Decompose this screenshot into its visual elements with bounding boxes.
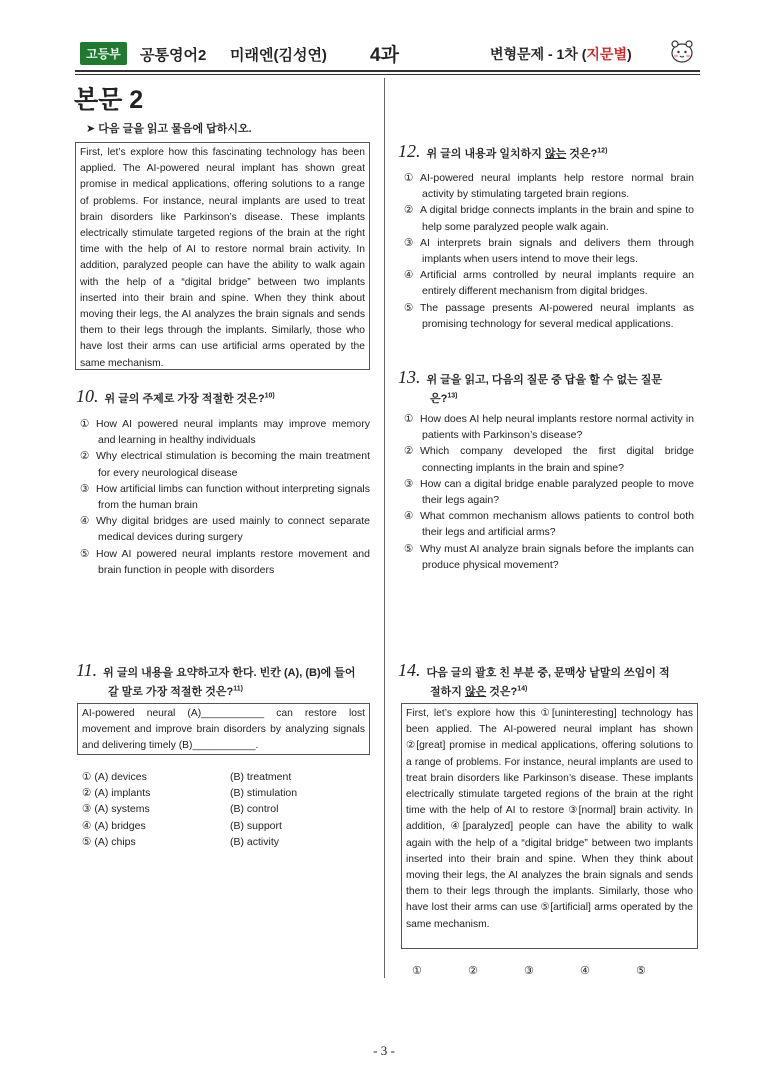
option-3[interactable]: ③ (A) systems (B) control — [82, 803, 279, 816]
subject-label: 공통영어2 — [140, 47, 207, 64]
q12-options — [406, 170, 694, 332]
question-number: 11. — [76, 660, 98, 680]
option-3[interactable]: ③ AI interprets brain signals and delivers them through implants when users intend to move their legs. — [404, 236, 694, 266]
header-rule — [75, 70, 700, 72]
test-type-highlight: 지문별 — [586, 46, 627, 62]
option-2[interactable]: ② A digital bridge connects implants in the brain and spine to help some paralyzed people walk again. — [404, 204, 694, 233]
question-stem: 위 글의 내용과 일치하지 않는 것은?$^{12)}$ — [426, 147, 608, 160]
passage-box — [75, 142, 370, 370]
question-10 — [76, 386, 376, 407]
option-4[interactable]: ④ What common mechanism allows patients to control both their legs and artificial arms? — [404, 510, 694, 539]
question-number: 10. — [76, 386, 99, 406]
publisher-label: 미래엔(김성연) — [230, 47, 327, 64]
option-1[interactable]: ① How does AI help neural implants restore normal activity in patients with Parkinson’s disease? — [404, 413, 694, 442]
mascot-icon — [669, 38, 695, 64]
summary-box — [77, 703, 370, 755]
option-5[interactable]: ⑤ The passage presents AI-powered neural implants as promising technology for several medical applications. — [404, 301, 694, 330]
option-2[interactable]: ② Why electrical stimulation is becoming the main treatment for every neurological disease — [80, 450, 370, 479]
option-2[interactable]: ② (A) implants (B) stimulation — [82, 787, 298, 800]
question-number: 14. — [398, 660, 421, 680]
question-stem-cont: 은?$^{13)}$ — [430, 392, 458, 405]
option-4[interactable]: ④ Why digital bridges are used mainly to connect separate medical devices during surgery — [80, 515, 370, 544]
question-number: 13. — [398, 367, 421, 387]
answer-choice-4[interactable]: ④ — [580, 965, 590, 977]
question-stem-cont: 갈 말로 가장 적절한 것은?$^{11)}$ — [108, 685, 243, 698]
instruction: ➤ 다음 글을 읽고 물음에 답하시오. — [86, 123, 252, 135]
q14-answer-choices — [412, 964, 692, 977]
option-3[interactable]: ③ How can a digital bridge enable paralyzed people to move their legs again? — [404, 477, 694, 507]
level-badge: 고등부 — [80, 42, 127, 65]
question-stem: 다음 글의 괄호 친 부분 중, 문맥상 낱말의 쓰임이 적 — [426, 667, 670, 679]
option-3[interactable]: ③ How artificial limbs can function without interpreting signals from the human brain — [80, 482, 370, 512]
option-2[interactable]: ② Which company developed the first digital bridge connecting implants in the brain and spine? — [404, 445, 694, 474]
q11-options — [82, 769, 382, 850]
question-14 — [398, 660, 698, 699]
question-stem: 위 글의 내용을 요약하고자 한다. 빈칸 (A), (B)에 들어 — [103, 667, 356, 679]
answer-choice-3[interactable]: ③ — [524, 965, 534, 977]
answer-choice-2[interactable]: ② — [468, 965, 478, 977]
header-rule-thin — [75, 74, 700, 75]
option-5[interactable]: ⑤ Why must AI analyze brain signals before the implants can produce physical movement? — [404, 542, 694, 571]
question-number: 12. — [398, 141, 421, 161]
question-13 — [398, 367, 698, 406]
option-5[interactable]: ⑤ How AI powered neural implants restore movement and brain function in people with disorders — [80, 547, 370, 576]
option-5[interactable]: ⑤ (A) chips (B) activity — [82, 835, 280, 848]
option-1[interactable]: ① (A) devices (B) treatment — [82, 771, 292, 783]
question-stem-cont: 절하지 않은 것은?$^{14)}$ — [430, 685, 528, 698]
question-stem: 위 글의 주제로 가장 적절한 것은?$^{10)}$ — [104, 392, 275, 405]
lesson-label: 4과 — [370, 45, 399, 66]
worksheet-header — [80, 38, 700, 70]
option-4[interactable]: ④ Artificial arms controlled by neural implants require an entirely different mechanism from digital bridges. — [404, 269, 694, 298]
answer-choice-5[interactable]: ⑤ — [636, 965, 646, 977]
column-divider — [384, 78, 385, 978]
question-stem: 위 글을 읽고, 다음의 질문 중 답을 할 수 없는 질문 — [426, 374, 663, 386]
question-11 — [76, 660, 376, 699]
page-number: - 3 - — [373, 1043, 395, 1058]
q10-options — [82, 416, 370, 578]
question-12 — [398, 141, 698, 162]
summary-text: AI-powered neural (A)___________ can restore lost movement and improve brain disorders by analyzing signals and delivering timely (B)___________. — [82, 708, 365, 752]
q13-options — [406, 411, 694, 573]
passage-text: First, let’s explore how this fascinating technology has been applied. The AI-powered neural implant has shown great promise in medical applications, offering solutions to a range of problems. For instance, neural implants are used to treat brain disorders like Parkinson’s disease. These implants electrically stimulate targeted regions of the brain at the right time with the help of AI to restore normal brain activity. In addition, paralyzed people can have the ability to walk again with the help of a “digital bridge” between two implants inserted into their brain and spine. When they think about moving their legs, the AI analyzes the brain signals and sends them to their legs through the implants. Similarly, those who have lost their arms can use artificial arms operated by the same mechanism. — [80, 147, 365, 369]
q14-passage-box — [401, 703, 698, 949]
q14-passage-text: First, let’s explore how this ①[uninteresting] technology has been applied. The AI-powered neural implant has shown ②[great] promise in medical applications, offering solutions to a range of problems. For instance, neural implants are used to treat brain disorders like Parkinson’s disease. These implants electrically stimulate targeted regions of the brain at the right time with the help of AI to restore ③[normal] brain activity. In addition, ④[paralyzed] people can have the ability to walk again with the help of a “digital bridge” between two implants inserted into their brain and spine. When they think about moving their legs, the AI analyzes the brain signals and sends them to their legs through the implants. Similarly, those who have lost their arms can use ⑤[artificial] arms operated by the same mechanism. — [406, 708, 693, 930]
section-title: 본문 2 — [74, 86, 144, 114]
option-1[interactable]: ① AI-powered neural implants help restore normal brain activity by stimulating targeted brain regions. — [404, 172, 694, 201]
option-4[interactable]: ④ (A) bridges (B) support — [82, 819, 282, 832]
answer-choice-1[interactable]: ① — [412, 965, 422, 977]
test-type-label: 변형문제 - 1차 (지문별) — [490, 46, 632, 62]
option-1[interactable]: ① How AI powered neural implants may improve memory and learning in healthy individuals — [80, 418, 370, 447]
